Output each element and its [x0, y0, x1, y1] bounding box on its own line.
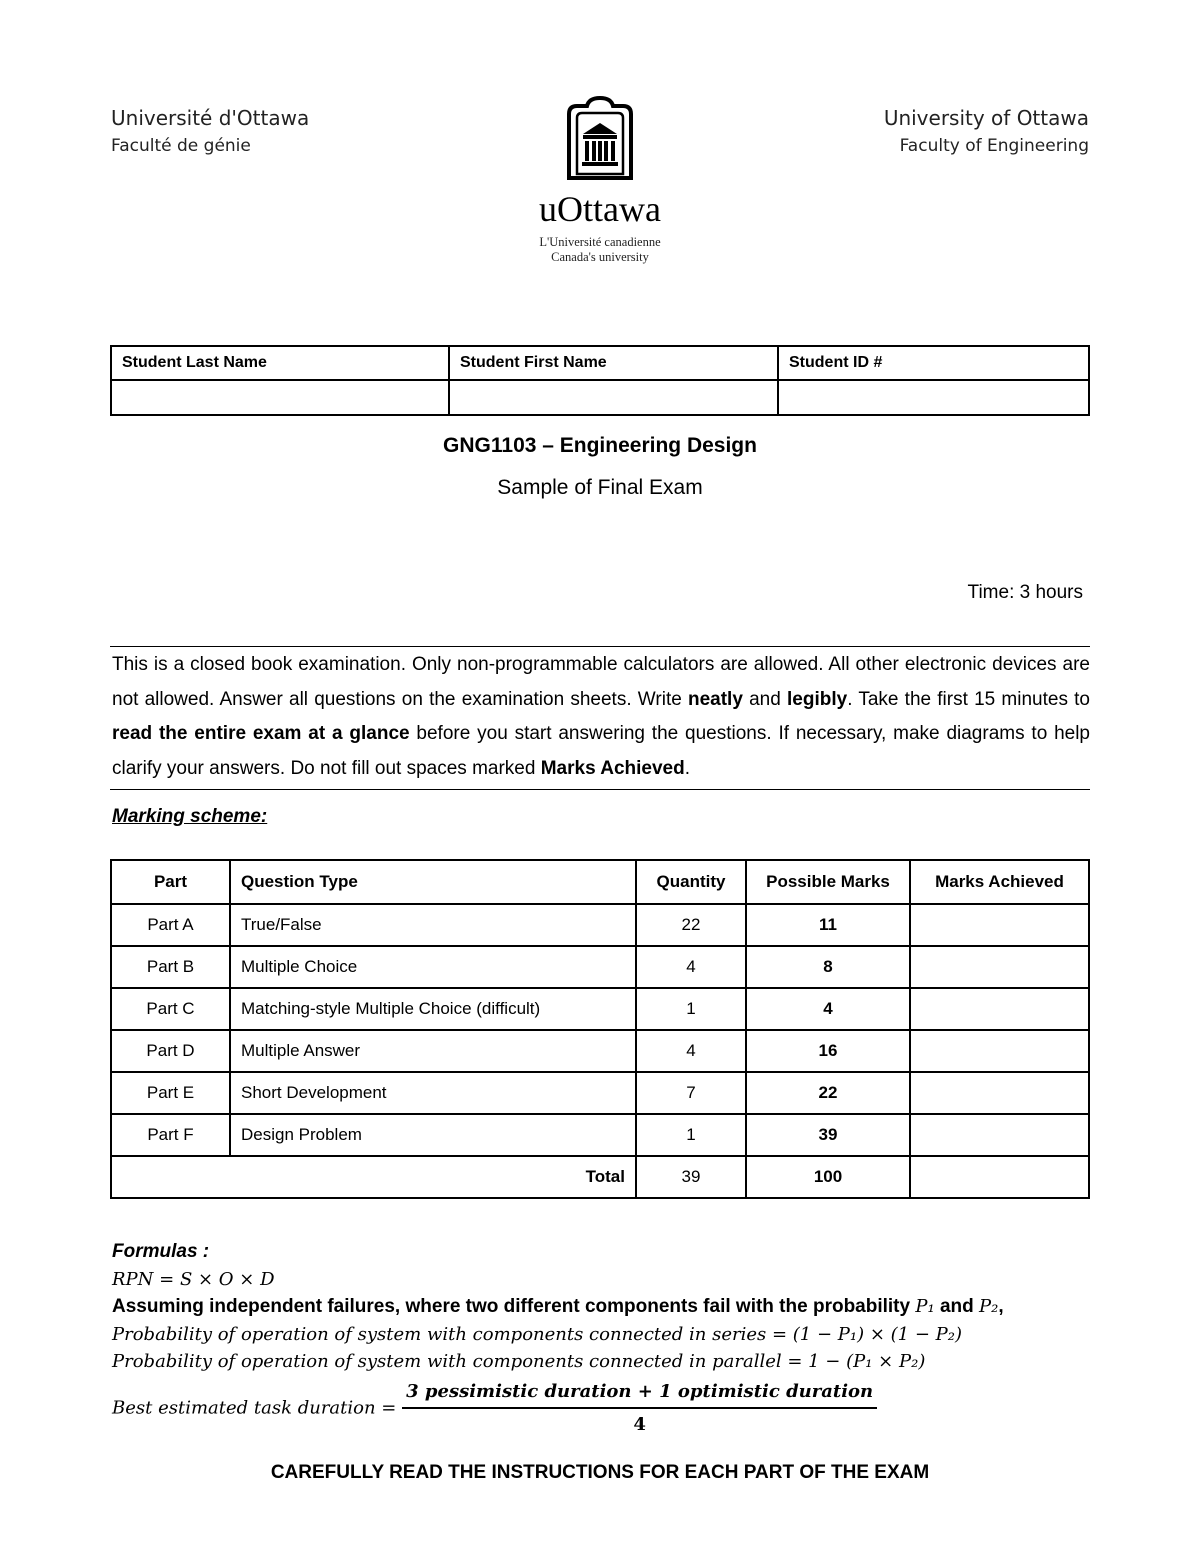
instructions-bold-legibly: legibly [787, 688, 848, 710]
header-marks-achieved: Marks Achieved [910, 860, 1089, 904]
marks-achieved-cell[interactable] [910, 1072, 1089, 1114]
series-formula: Probability of operation of system with components connected in series = (1 − P₁) × (1 − P₂) [112, 1323, 962, 1345]
quantity-cell: 22 [636, 904, 746, 946]
part-cell: Part D [111, 1030, 230, 1072]
possible-marks-cell: 4 [746, 988, 910, 1030]
duration-numerator: 3 pessimistic duration + 1 optimistic duration [402, 1378, 877, 1410]
faculty-name-fr: Faculté de génie [111, 136, 251, 156]
duration-lhs: Best estimated task duration = [112, 1397, 397, 1418]
possible-marks-cell: 16 [746, 1030, 910, 1072]
instructions-text-3: . Take the first 15 minutes to [847, 688, 1090, 710]
question-type-cell: Short Development [230, 1072, 636, 1114]
uottawa-logo [520, 96, 680, 265]
part-cell: Part A [111, 904, 230, 946]
header-left [111, 105, 309, 159]
footer-instructions: CAREFULLY READ THE INSTRUCTIONS FOR EACH PART OF THE EXAM [270, 1462, 930, 1483]
total-label: Total [111, 1156, 636, 1198]
formulas-label: Formulas : [112, 1241, 210, 1262]
header-part: Part [111, 860, 230, 904]
course-title: GNG1103 – Engineering Design [443, 434, 757, 457]
student-info-table [110, 345, 1090, 416]
exam-instructions [112, 648, 1090, 786]
possible-marks-cell: 39 [746, 1114, 910, 1156]
instructions-bold-neatly: neatly [687, 688, 743, 710]
exam-time: Time: 3 hours [967, 582, 1083, 603]
marking-scheme-label: Marking scheme: [112, 806, 268, 827]
student-first-name-label: Student First Name [449, 346, 778, 380]
quantity-cell: 4 [636, 946, 746, 988]
duration-formula [112, 1378, 1004, 1439]
instructions-text-5: . [684, 757, 690, 779]
logo-wordmark: uOttawa [539, 189, 661, 229]
marks-achieved-cell[interactable] [910, 946, 1089, 988]
table-total-row [111, 1156, 1089, 1198]
assumption-text: Assuming independent failures, where two different components fail with the probability [112, 1296, 916, 1317]
instructions-text-4: before you start answering the questions. If necessary, make diagrams to help clarify your answers. Do not fill out spaces marked [112, 723, 1091, 779]
exam-subtitle: Sample of Final Exam [497, 476, 703, 499]
header-right [884, 105, 1089, 159]
university-name-en: University of Ottawa [883, 106, 1089, 130]
table-row [111, 1114, 1089, 1156]
duration-fraction [402, 1378, 877, 1439]
duration-denominator: 4 [633, 1414, 646, 1435]
header-question-type: Question Type [230, 860, 636, 904]
university-name-fr: Université d'Ottawa [111, 106, 310, 130]
marks-achieved-cell[interactable] [910, 988, 1089, 1030]
uottawa-crest-icon [563, 96, 637, 182]
instructions-bottom-rule [110, 789, 1090, 790]
question-type-cell: Matching-style Multiple Choice (difficult) [230, 988, 636, 1030]
part-cell: Part F [111, 1114, 230, 1156]
student-last-name-label: Student Last Name [111, 346, 449, 380]
table-row [111, 904, 1089, 946]
instructions-bold-read: read the entire exam at a glance [112, 723, 410, 744]
table-row [111, 946, 1089, 988]
instructions-text-2: and [742, 688, 788, 710]
part-cell: Part B [111, 946, 230, 988]
student-id-label: Student ID # [778, 346, 1089, 380]
assumption-and: and [934, 1296, 980, 1317]
possible-marks-cell: 22 [746, 1072, 910, 1114]
total-marks: 100 [746, 1156, 910, 1198]
quantity-cell: 1 [636, 988, 746, 1030]
total-quantity: 39 [636, 1156, 746, 1198]
quantity-cell: 1 [636, 1114, 746, 1156]
assumption-line [112, 1293, 1004, 1321]
table-header-row [111, 860, 1089, 904]
parallel-formula: Probability of operation of system with components connected in parallel = 1 − (P₁ × P₂) [112, 1351, 926, 1372]
student-last-name-field[interactable] [111, 380, 449, 415]
quantity-cell: 4 [636, 1030, 746, 1072]
possible-marks-cell: 8 [746, 946, 910, 988]
logo-tagline-en: Canada's university [551, 250, 649, 264]
p1-symbol: P₁ [915, 1296, 935, 1317]
table-row [111, 1072, 1089, 1114]
table-row [111, 988, 1089, 1030]
part-cell: Part C [111, 988, 230, 1030]
instructions-top-rule [110, 646, 1090, 647]
faculty-name-en: Faculty of Engineering [899, 136, 1089, 156]
marks-achieved-cell[interactable] [910, 1114, 1089, 1156]
quantity-cell: 7 [636, 1072, 746, 1114]
marks-achieved-cell[interactable] [910, 1030, 1089, 1072]
instructions-text-1: This is a closed book examination. Only non-programmable calculators are allowed. All other electronic devices are not allowed. Answer all questions on the examination sheets. Write [112, 654, 1090, 710]
question-type-cell: Multiple Answer [230, 1030, 636, 1072]
question-type-cell: Design Problem [230, 1114, 636, 1156]
question-type-cell: Multiple Choice [230, 946, 636, 988]
instructions-bold-marks: Marks Achieved [540, 757, 685, 779]
assumption-comma: , [998, 1296, 1004, 1317]
header-quantity: Quantity [636, 860, 746, 904]
question-type-cell: True/False [230, 904, 636, 946]
p2-symbol: P₂ [979, 1296, 999, 1317]
table-row [111, 1030, 1089, 1072]
header-possible-marks: Possible Marks [746, 860, 910, 904]
possible-marks-cell: 11 [746, 904, 910, 946]
student-first-name-field[interactable] [449, 380, 778, 415]
student-id-field[interactable] [778, 380, 1089, 415]
marks-achieved-cell[interactable] [910, 904, 1089, 946]
rpn-formula: RPN = S × O × D [112, 1268, 275, 1290]
logo-tagline-fr: L'Université canadienne [539, 235, 661, 249]
total-marks-achieved-cell[interactable] [910, 1156, 1089, 1198]
formulas-section [112, 1238, 1004, 1439]
part-cell: Part E [111, 1072, 230, 1114]
marking-scheme-table [110, 859, 1090, 1199]
